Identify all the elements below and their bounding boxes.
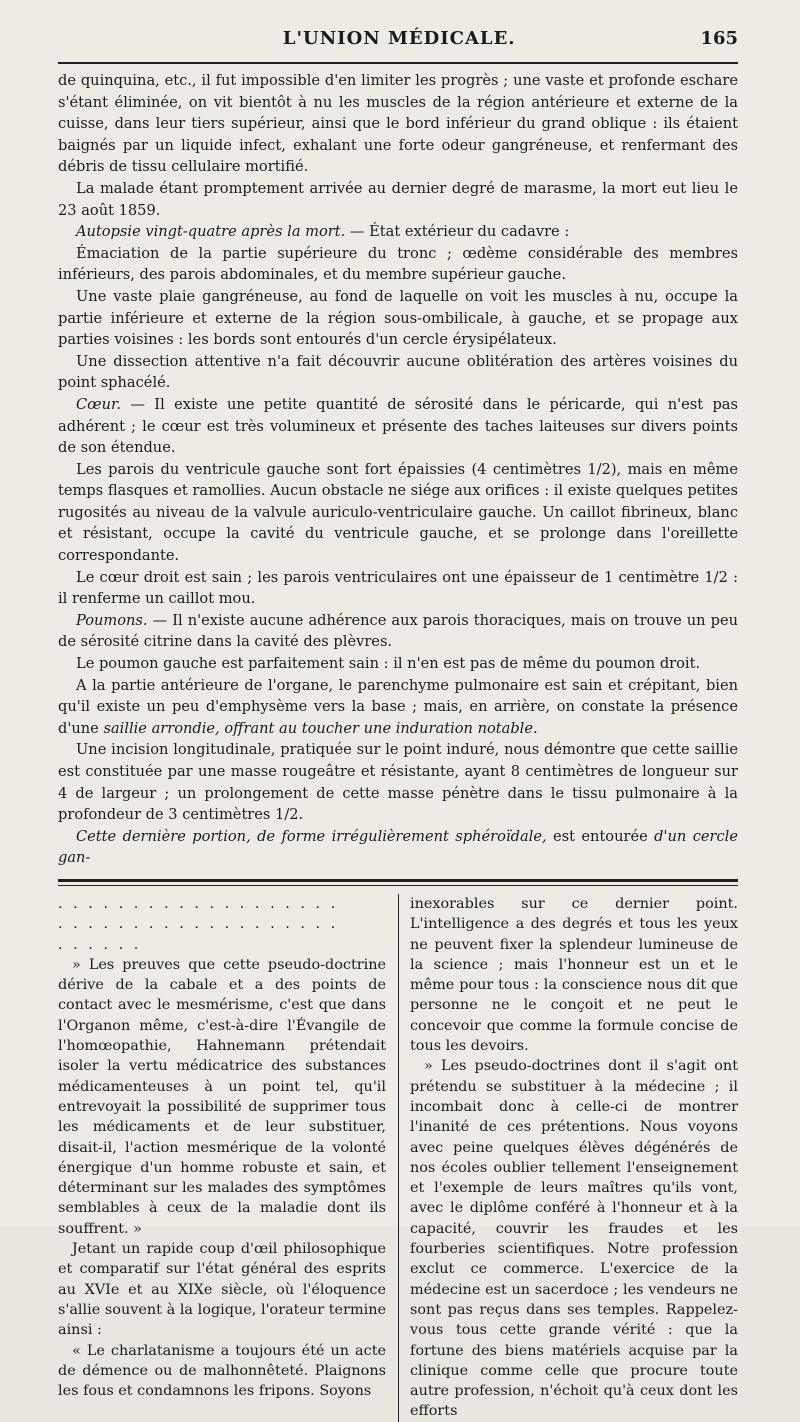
page-number: 165 <box>700 28 738 49</box>
paragraph: Le poumon gauche est parfaitement sain : il n'en est pas de même du poumon droit. <box>76 655 701 673</box>
emphasis-text: d'un cercle gan- <box>58 827 738 867</box>
emphasis-text: Cette dernière portion, de forme irrégulièrement sphéroïdale, <box>76 827 547 845</box>
paragraph: Une dissection attentive n'a fait découvrir aucune oblitération des artères voisines du point sphacélé. <box>58 352 738 392</box>
ellipsis-line: . . . . . . . . . . . . . . . . . . . <box>58 916 339 933</box>
section-heading-poumons: Poumons. <box>76 611 148 629</box>
paragraph: Une vaste plaie gangréneuse, au fond de laquelle on voit les muscles à nu, occupe la partie inférieure et externe de la région sous-ombilicale, à gauche, et se propage aux parties voisines : les bords sont entourés d'un cercle érysipélateux. <box>58 287 738 349</box>
section-heading-coeur: Cœur. <box>76 395 122 413</box>
paragraph <box>58 675 738 740</box>
paragraph-text: est entourée <box>546 827 655 845</box>
paragraph: Émaciation de la partie supérieure du tronc ; œdème considérable des membres inférieurs, des parois abdominales, et du membre supérieur gauche. <box>58 244 738 284</box>
paragraph-text: — État extérieur du cadavre : <box>345 223 570 241</box>
section-separator <box>58 879 738 886</box>
running-title: L'UNION MÉDICALE. <box>282 28 516 49</box>
paragraph <box>58 394 738 459</box>
paragraph <box>58 610 738 653</box>
page-header <box>58 28 738 58</box>
paragraph: Le cœur droit est sain ; les parois ventriculaires ont une épaisseur de 1 centimètre 1/2 : il renferme un caillot mou. <box>58 568 738 608</box>
paragraph: Jetant un rapide coup d'œil philosophique et comparatif sur l'état général des esprits au XVIe et au XIXe siècle, où l'éloquence s'allie souvent à la logique, l'orateur termine ainsi : <box>58 1241 386 1339</box>
paragraph: » Les pseudo-doctrines dont il s'agit ont prétendu se substituer à la médecine ; il incombait donc à celle-ci de montrer l'inanité de ces prétentions. Nous voyons avec peine quelques élèves dégénérés de nos écoles oublier tellement l'enseignement et l'exemple de leurs maîtres qu'ils vont, avec le diplôme conféré à l'honneur et à la capacité, couvrir les fraudes et les fourberies scientifiques. Notre profession exclut ce commerce. L'exercice de la médecine est un sacerdoce ; les vendeurs ne sont pas reçus dans ses temples. Rappelez-vous tous cette grande vérité : que la fortune des biens matériels acquise par la clinique comme celle que procure toute autre profession, n'échoit qu'à ceux dont les efforts <box>410 1058 738 1420</box>
right-column <box>410 894 738 1422</box>
paragraph: La malade étant promptement arrivée au dernier degré de marasme, la mort eut lieu le 23 août 1859. <box>58 179 738 219</box>
emphasis-text: saillie arrondie, offrant au toucher une induration notable. <box>103 719 538 737</box>
main-text <box>58 70 738 869</box>
paragraph-text: — Il existe une petite quantité de sérosité dans le péricarde, qui n'est pas adhérent ; le cœur est très volumineux et présente des taches laiteuses sur divers points de son étendue. <box>58 395 738 457</box>
paragraph-text: — Il n'existe aucune adhérence aux parois thoraciques, mais on trouve un peu de sérosité citrine dans la cavité des plèvres. <box>58 611 738 651</box>
ellipsis-line: . . . . . . <box>58 936 142 953</box>
paragraph <box>58 826 738 869</box>
ellipsis-line: . . . . . . . . . . . . . . . . . . . <box>58 895 339 912</box>
column-rule <box>398 894 399 1422</box>
paragraph: Une incision longitudinale, pratiquée sur le point induré, nous démontre que cette saillie est constituée par une masse rougeâtre et résistante, ayant 8 centimètres de longueur sur 4 de largeur ; un prolongement de cette masse pénètre dans le tissu pulmonaire à la profondeur de 3 centimètres 1/2. <box>58 741 738 824</box>
feuilleton-columns <box>58 894 738 1422</box>
paragraph: Les parois du ventricule gauche sont fort épaissies (4 centimètres 1/2), mais en même temps flasques et ramollies. Aucun obstacle ne siége aux orifices : il existe quelques petites rugosités au niveau de la valvule auriculo-ventriculaire gauche. Un caillot fibrineux, blanc et résistant, occupe la cavité du ventricule gauche, et se prolonge dans l'oreillette correspondante. <box>58 460 738 565</box>
paragraph: « Le charlatanisme a toujours été un acte de démence ou de malhonnêteté. Plaignons les fous et condamnons les fripons. Soyons <box>58 1342 386 1400</box>
section-heading-autopsie: Autopsie vingt-quatre après la mort. <box>76 223 346 241</box>
paragraph: de quinquina, etc., il fut impossible d'en limiter les progrès ; une vaste et profonde eschare s'étant éliminée, on vit bientôt à nu les muscles de la région antérieure et externe de la cuisse, dans leur tiers supérieur, ainsi que le bord inférieur du grand oblique : ils étaient baignés par un liquide infect, exhalant une forte odeur gangréneuse, et renfermant des débris de tissu cellulaire mortifié. <box>58 72 738 176</box>
header-rule <box>58 62 738 64</box>
paragraph: inexorables sur ce dernier point. L'intelligence a des degrés et tous les yeux ne peuvent fixer la splendeur lumineuse de la science ; mais l'honneur est un et le même pour tous : la conscience nous dit que personne ne le conçoit et ne peut le concevoir que comme la formule concise de tous les devoirs. <box>410 895 738 1055</box>
left-column <box>58 894 386 1422</box>
paragraph: » Les preuves que cette pseudo-doctrine dérive de la cabale et a des points de contact avec le mesmérisme, c'est que dans l'Organon même, c'est-à-dire l'Évangile de l'homœopathie, Hahnemann prétendait isoler la vertu médicatrice des substances médicamenteuses à un point tel, qu'il entrevoyait la possibilité de supprimer tous les médicaments et de leur substituer, disait-il, l'action mesmérique de la volonté énergique d'un homme robuste et sain, et déterminant sur les malades des symptômes semblables à ceux de la maladie dont ils souffrent. » <box>58 956 386 1237</box>
paragraph-text: A la partie antérieure de l'organe, le parenchyme pulmonaire est sain et crépitant, bien qu'il existe un peu d'emphysème vers la base ; mais, en arrière, on constate la présence d'une <box>58 676 738 737</box>
paragraph <box>58 221 738 243</box>
